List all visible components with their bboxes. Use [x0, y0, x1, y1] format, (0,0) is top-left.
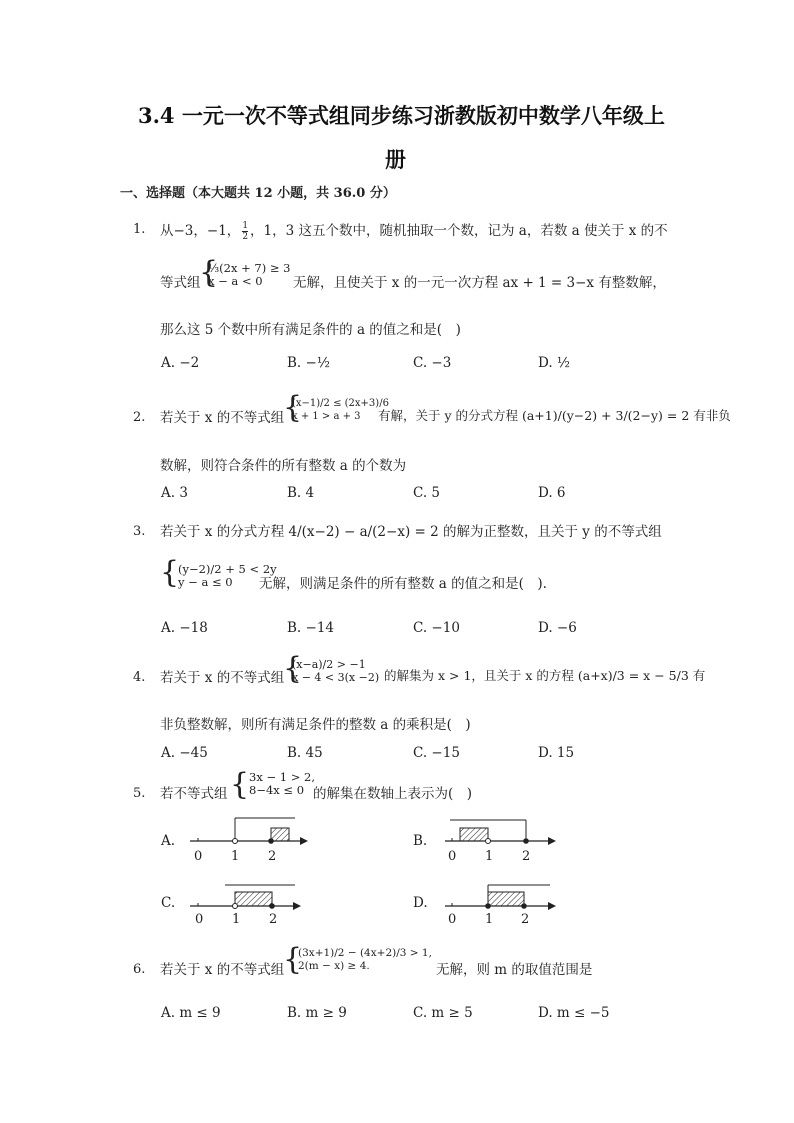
- option-d[interactable]: D. −6: [538, 620, 577, 636]
- option-c[interactable]: C. −15: [413, 745, 460, 761]
- option-b[interactable]: B. 4: [287, 485, 315, 501]
- q1-line2-prefix: 等式组: [160, 275, 201, 291]
- frac-den: 2: [242, 232, 249, 242]
- q6-system: [298, 947, 432, 973]
- option-a[interactable]: A. −18: [161, 620, 208, 636]
- option-b[interactable]: B. −½: [287, 355, 330, 371]
- option-a[interactable]: A. 3: [161, 485, 188, 501]
- option-c[interactable]: C. 5: [413, 485, 441, 501]
- option-b[interactable]: B. −14: [287, 620, 334, 636]
- q3-line2: 无解，则满足条件的所有整数 a 的值之和是( ).: [259, 576, 547, 592]
- option-a[interactable]: A. −2: [161, 355, 200, 371]
- question-number: 6.: [133, 962, 146, 977]
- number-line-b: [440, 812, 560, 868]
- q3-line1: 若关于 x 的分式方程 4/(x−2) − a/(2−x) = 2 的解为正整数，且关于 y 的不等式组: [160, 524, 662, 540]
- q1-line2-suffix: 无解，且使关于 x 的一元一次方程 ax + 1 = 3−x 有整数解，: [293, 275, 666, 291]
- option-c[interactable]: C. −3: [413, 355, 452, 371]
- number-line-d: [440, 876, 560, 932]
- tick-label: 2: [269, 912, 278, 927]
- tick-label: 2: [522, 849, 531, 864]
- section-heading: 一、选择题（本大题共 12 小题，共 36.0 分）: [120, 186, 396, 201]
- question-text: [160, 219, 668, 242]
- system-line-1: (x−a)/2 > −1: [292, 658, 366, 671]
- system-line-1: (y−2)/2 + 5 < 2y: [178, 562, 277, 576]
- tick-label: 0: [448, 912, 457, 927]
- system-line-1: (x−1)/2 ≤ (2x+3)/6: [292, 398, 389, 409]
- q2-text-a: 若关于 x 的不等式组: [160, 410, 285, 426]
- option-a[interactable]: A.: [161, 833, 176, 849]
- q4-text-a: 若关于 x 的不等式组: [160, 670, 285, 686]
- question-number: 2.: [133, 410, 146, 425]
- tick-label: 2: [521, 912, 530, 927]
- system-line-2: 2(m − x) ≥ 4.: [298, 960, 370, 972]
- tick-label: 1: [485, 849, 494, 864]
- option-c[interactable]: C.: [161, 895, 176, 911]
- q5-text-b: 的解集在数轴上表示为( ): [313, 786, 473, 802]
- brace-icon: {: [283, 942, 303, 977]
- q4-system: [292, 658, 379, 684]
- option-d[interactable]: D. m ≤ −5: [538, 1005, 610, 1021]
- system-line-1: 3x − 1 > 2,: [249, 770, 315, 784]
- question-number: 1.: [133, 222, 146, 237]
- tick-label: 0: [194, 849, 203, 864]
- option-c[interactable]: C. m ≥ 5: [413, 1005, 473, 1021]
- page-title: 3.4 一元一次不等式组同步练习浙教版初中数学八年级上: [138, 103, 665, 128]
- system-line-2: x − 4 < 3(x −2): [292, 671, 380, 684]
- system-line-1: (3x+1)/2 − (4x+2)/3 > 1,: [298, 947, 432, 959]
- option-b[interactable]: B. 45: [287, 745, 323, 761]
- option-d[interactable]: D. 15: [538, 745, 575, 761]
- option-b[interactable]: B. m ≥ 9: [287, 1005, 347, 1021]
- option-c[interactable]: C. −10: [413, 620, 460, 636]
- q4-text-b: 的解集为 x > 1，且关于 x 的方程 (a+x)/3 = x − 5/3 有: [384, 668, 706, 683]
- system-line-2: x − a < 0: [208, 274, 263, 288]
- brace-icon: {: [283, 390, 303, 425]
- system-line-1: ⅓(2x + 7) ≥ 3: [208, 261, 291, 275]
- brace-icon: {: [283, 651, 303, 686]
- system-line-2: x + 1 > a + 3: [292, 411, 361, 422]
- number-line-a: [185, 812, 310, 868]
- brace-icon: {: [199, 255, 219, 290]
- q6-text-b: 无解，则 m 的取值范围是: [436, 962, 593, 978]
- q2-line2: 数解，则符合条件的所有整数 a 的个数为: [160, 458, 407, 474]
- number-line-c: [185, 876, 310, 932]
- q1-text-b: ，1，3 这五个数中，随机抽取一个数，记为 a，若数 a 使关于 x 的不: [250, 223, 668, 239]
- frac-num: 1: [242, 221, 249, 231]
- q5-text-a: 若不等式组: [160, 786, 228, 802]
- q2-text-b: 有解，关于 y 的分式方程 (a+1)/(y−2) + 3/(2−y) = 2 有非负: [378, 408, 731, 423]
- q1-text-a: 从−3，−1，: [160, 223, 241, 239]
- tick-label: 0: [195, 912, 204, 927]
- q1-line3: 那么这 5 个数中所有满足条件的 a 的值之和是( ): [160, 322, 461, 338]
- system-line-2: 8−4x ≤ 0: [249, 783, 305, 797]
- option-a[interactable]: A. −45: [161, 745, 208, 761]
- q5-system: [249, 771, 315, 797]
- question-number: 3.: [133, 524, 146, 539]
- brace-icon: {: [230, 767, 250, 802]
- system-line-2: y − a ≤ 0: [178, 575, 233, 589]
- q2-system: [292, 397, 389, 423]
- option-b[interactable]: B.: [413, 833, 428, 849]
- q6-text-a: 若关于 x 的不等式组: [160, 962, 285, 978]
- tick-label: 0: [448, 849, 457, 864]
- tick-label: 1: [485, 912, 494, 927]
- option-d[interactable]: D.: [413, 895, 428, 911]
- question-number: 4.: [133, 670, 146, 685]
- option-d[interactable]: D. ½: [538, 355, 571, 371]
- question-number: 5.: [133, 786, 146, 801]
- option-a[interactable]: A. m ≤ 9: [161, 1005, 221, 1021]
- q1-system: [208, 262, 290, 288]
- tick-label: 1: [232, 912, 241, 927]
- q1-fraction: [242, 221, 248, 242]
- tick-label: 1: [231, 849, 240, 864]
- q4-line2: 非负整数解，则所有满足条件的整数 a 的乘积是( ): [160, 717, 471, 733]
- option-d[interactable]: D. 6: [538, 485, 566, 501]
- page-title-line2: 册: [385, 147, 406, 172]
- tick-label: 2: [268, 849, 277, 864]
- brace-icon: {: [160, 555, 180, 590]
